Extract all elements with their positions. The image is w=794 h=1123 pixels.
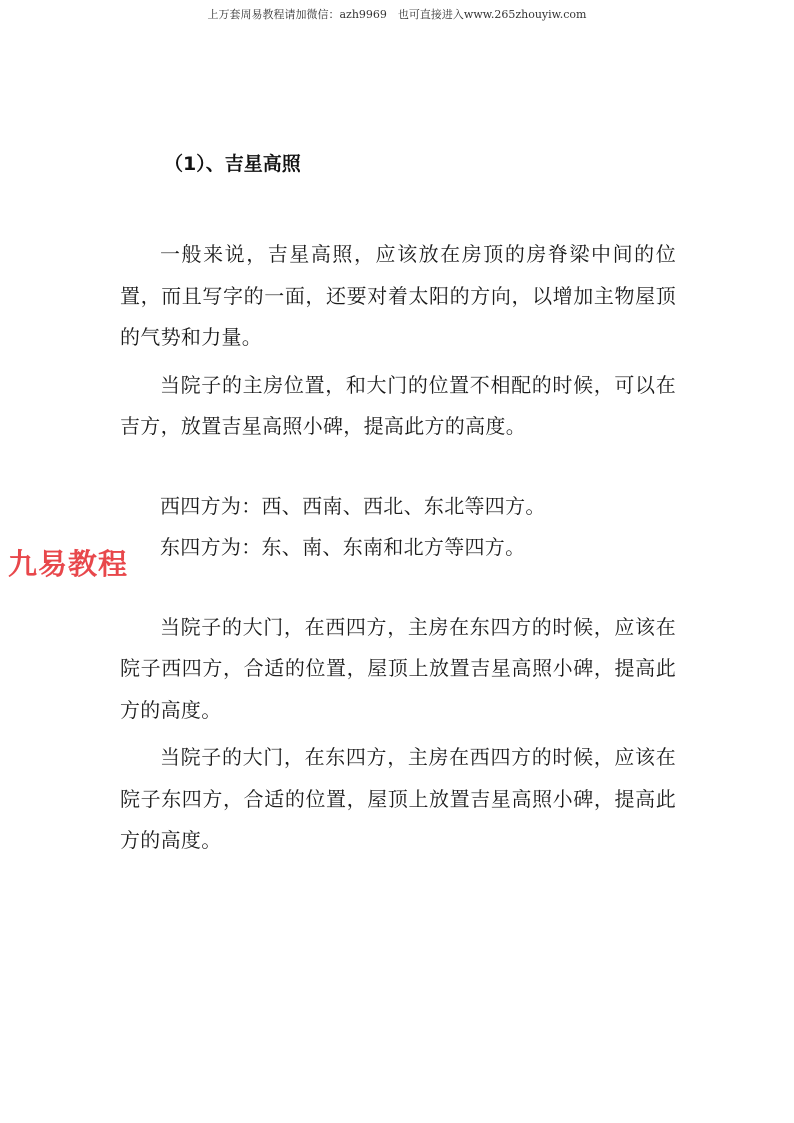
spacer xyxy=(120,448,676,486)
paragraph-1: 一般来说，吉星高照，应该放在房顶的房脊梁中间的位置，而且写字的一面，还要对着太阳的方向，以增加主物屋顶的气势和力量。 xyxy=(120,242,676,349)
paragraph-2: 当院子的主房位置，和大门的位置不相配的时候，可以在吉方，放置吉星高照小碑，提高此方的高度。 xyxy=(120,372,676,438)
spacer xyxy=(120,569,676,607)
document-body xyxy=(120,150,676,862)
spacer xyxy=(120,178,676,234)
page-header-text: 上万套周易教程请加微信：azh9969 也可直接进入www.265zhouyiw.com xyxy=(207,8,587,21)
paragraph-east-four: 东四方为：东、南、东南和北方等四方。 xyxy=(160,535,526,559)
watermark-logo: 九易教程 xyxy=(8,547,129,581)
paragraph-5: 当院子的大门，在西四方，主房在东四方的时候，应该在院子西四方，合适的位置，屋顶上放置吉星高照小碑，提高此方的高度。 xyxy=(120,614,676,722)
paragraph-west-four: 西四方为：西、西南、西北、东北等四方。 xyxy=(160,493,546,518)
section-heading: （1）、吉星高照 xyxy=(164,153,301,175)
paragraph-6: 当院子的大门，在东四方，主房在西四方的时候，应该在院子东四方，合适的位置，屋顶上放置吉星高照小碑，提高此方的高度。 xyxy=(120,745,676,852)
